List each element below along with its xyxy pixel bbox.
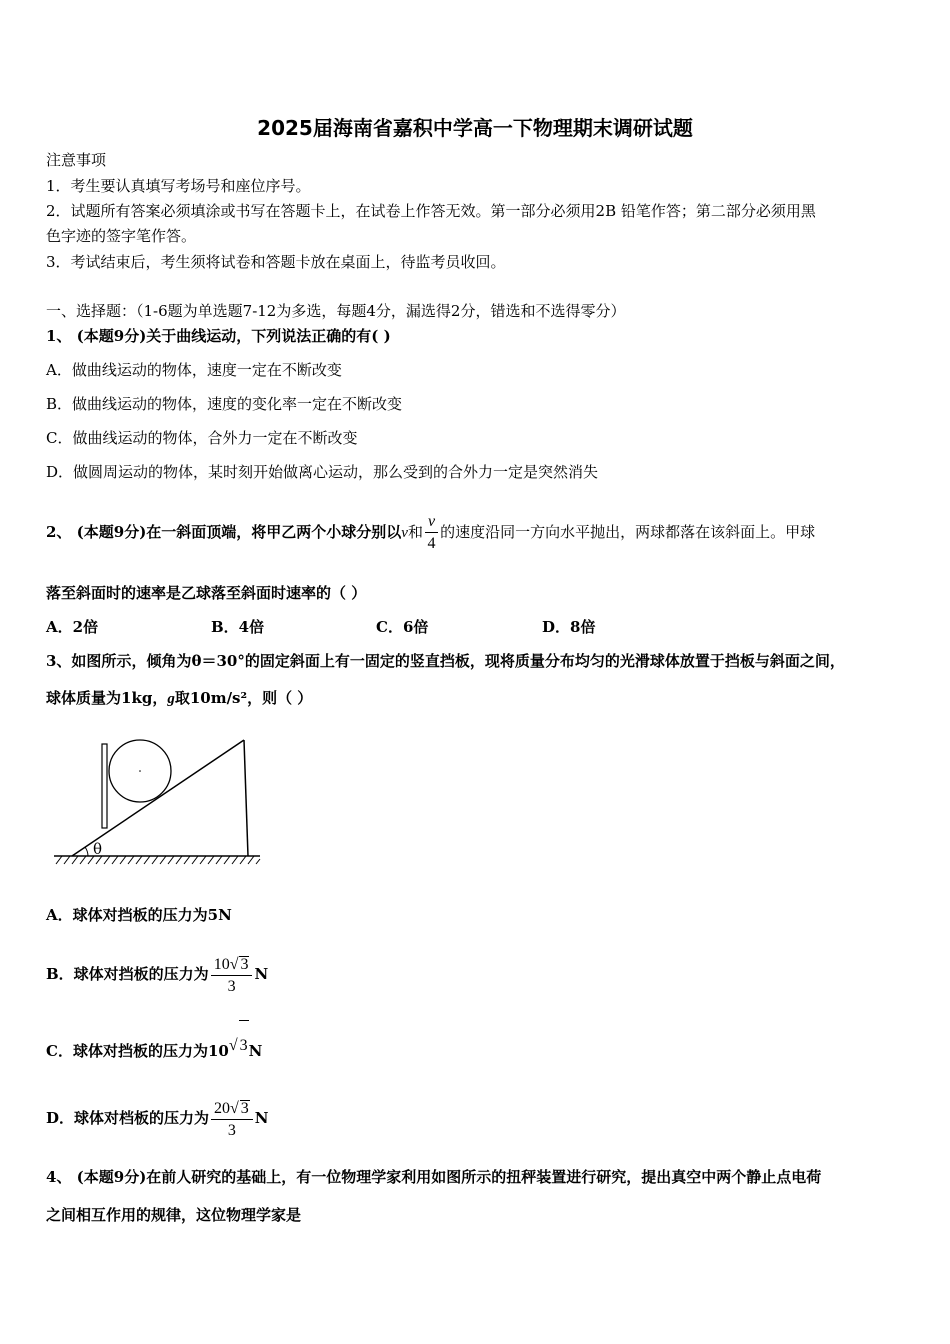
section-heading: 一、选择题：（1-6题为单选题7-12为多选，每题4分，漏选得2分，错选和不选得零分） xyxy=(46,302,626,320)
question-3-option-c xyxy=(46,1020,262,1070)
question-1-stem: 1、 (本题9分)关于曲线运动，下列说法正确的有( ) xyxy=(46,327,391,345)
question-4-stem-line2: 之间相互作用的规律，这位物理学家是 xyxy=(46,1206,302,1224)
question-1-option-b: B．做曲线运动的物体，速度的变化率一定在不断改变 xyxy=(46,395,403,413)
unit-newton: N xyxy=(248,1042,263,1060)
notice-item: 1．考生要认真填写考场号和座位序号。 xyxy=(46,177,311,195)
fraction-v-over-4 xyxy=(425,514,438,552)
question-1-option-d: D．做圆周运动的物体，某时刻开始做离心运动，那么受到的合外力一定是突然消失 xyxy=(46,463,599,481)
notice-item: 3．考试结束后，考生须将试卷和答题卡放在桌面上，待监考员收回。 xyxy=(46,253,506,271)
question-2-stem-part1: 2、 (本题9分)在一斜面顶端，将甲乙两个小球分别以 xyxy=(46,523,402,541)
notice-heading: 注意事项 xyxy=(46,151,107,169)
question-2-and: 和 xyxy=(407,523,423,541)
question-2-option-c: C．6倍 xyxy=(376,618,429,636)
option-b-text: B．球体对挡板的压力为 xyxy=(46,965,209,983)
question-3-stem-line2 xyxy=(46,691,312,707)
vertical-barrier xyxy=(102,744,107,828)
question-3-option-a: A．球体对挡板的压力为5N xyxy=(46,906,232,924)
question-1-option-a: A．做曲线运动的物体，速度一定在不断改变 xyxy=(46,361,342,379)
option-c-text: C．球体对挡板的压力为10 xyxy=(46,1042,229,1060)
velocity-symbol: v xyxy=(401,525,408,541)
radicand: 3 xyxy=(239,1020,249,1071)
question-2-stem-part2: 的速度沿同一方向水平抛出，两球都落在该斜面上。甲球 xyxy=(440,523,816,541)
unit-newton: N xyxy=(254,965,269,983)
incline-vertical-side xyxy=(244,740,248,856)
fraction-numerator: v xyxy=(425,514,438,533)
fraction-10-root3-over-3: $\frac{10√ 3}{3}$ xyxy=(211,956,253,995)
fraction-numerator: 20 xyxy=(214,1099,231,1117)
fraction-numerator: 10 xyxy=(213,955,230,973)
question-2-stem-line2: 落至斜面时的速率是乙球落至斜面时速率的（ ） xyxy=(46,584,367,602)
option-d-text: D．球体对档板的压力为 xyxy=(46,1109,210,1127)
radicand: 3 xyxy=(240,1099,249,1117)
notice-item: 2．试题所有答案必须填涂或书写在答题卡上，在试卷上作答无效。第一部分必须用2B 铅笔作答；第二部分必须用黑 xyxy=(46,202,816,220)
question-2-option-b: B．4倍 xyxy=(211,618,265,636)
fraction-denominator: 4 xyxy=(427,535,436,552)
fraction-denominator: 3 xyxy=(227,977,236,995)
root-3: √ 3 xyxy=(229,1037,249,1054)
page-title: 2025届海南省嘉积中学高一下物理期末调研试题 xyxy=(257,116,693,140)
question-1-option-c: C．做曲线运动的物体，合外力一定在不断改变 xyxy=(46,429,358,447)
gravity-symbol: g xyxy=(167,691,175,707)
incline-surface xyxy=(72,740,244,856)
fraction-denominator: 3 xyxy=(227,1121,236,1139)
question-3-mass-text: 球体质量为1kg， xyxy=(46,689,168,707)
angle-theta-label: θ xyxy=(93,840,103,858)
question-3-gravity-text: 取10m/s²，则（ ） xyxy=(174,689,313,707)
angle-arc xyxy=(85,847,88,856)
question-3-option-b xyxy=(46,940,268,1008)
question-3-option-d xyxy=(46,1084,269,1152)
question-3-stem-line1: 3、如图所示，倾角为θ＝30°的固定斜面上有一固定的竖直挡板，现将质量分布均匀的光滑球体放置于挡板与斜面之间， xyxy=(46,652,845,670)
ball-center xyxy=(139,770,141,772)
fraction-20-root3-over-3: $\frac{20√ 3}{3}$ xyxy=(211,1100,253,1139)
question-2-option-a: A．2倍 xyxy=(46,618,99,636)
question-2-stem xyxy=(46,500,815,564)
notice-item: 色字迹的签字笔作答。 xyxy=(46,227,197,245)
question-4-stem-line1: 4、 (本题9分)在前人研究的基础上，有一位物理学家利用如图所示的扭秤装置进行研究，提出真空中两个静止点电荷 xyxy=(46,1168,822,1186)
radicand: 3 xyxy=(240,955,249,973)
ground-hatching xyxy=(56,856,260,864)
question-2-option-d: D．8倍 xyxy=(542,618,596,636)
incline-ball-figure xyxy=(48,728,264,870)
unit-newton: N xyxy=(254,1109,269,1127)
